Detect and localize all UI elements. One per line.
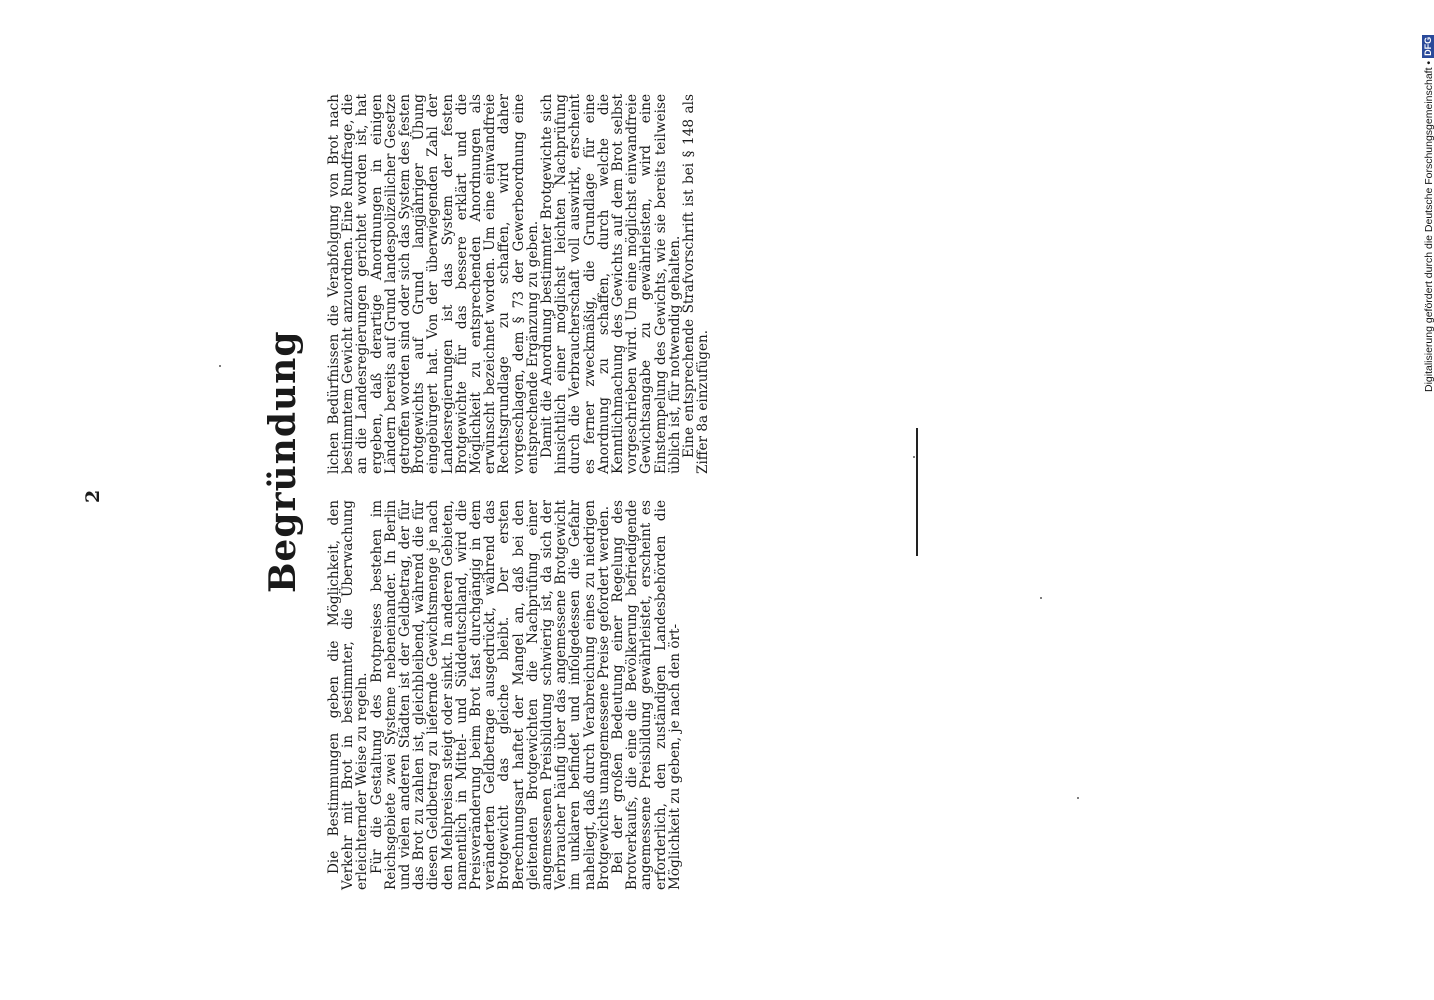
page-title: Begründung: [262, 330, 304, 593]
paragraph: Die Bestimmungen geben die Möglichkeit, den Verkehr mit Brot in bestimmter, die Überwachung erleichternder Weise zu regeln.: [326, 500, 371, 890]
paragraph: Bei der großen Bedeutung einer Regelung des Brotverkaufs, die eine die Bevölkerung befriedigende angemessene Preisbildung gewährleistet, erscheint es erforderlich, den zuständigen Landesbehörden die Möglichkeit zu geben, je nach den ört-: [610, 500, 683, 890]
paragraph: Eine entsprechende Strafvorschrift ist bei § 148 als Ziffer 8a einzufügen.: [681, 94, 712, 474]
digitization-credit: [1422, 35, 1434, 392]
dfg-logo: DFG: [1423, 36, 1433, 56]
paragraph: Damit die Anordnung bestimmter Brotgewichte sich hinsichtlich einer möglichst leichten Nachprüfung durch die Verbraucherschaft voll auswirkt, erscheint es ferner zweckmäßig, die Grundlage für eine Anordnung zu schaffen, durch welche die Kenntlichmachung des Gewichts auf dem Brot selbst vorgeschrieben wird. Um eine möglichst einwandfreie Gewichtsangabe zu gewährleisten, wird eine Einstempelung des Gewichts, wie sie bereits teilweise üblich ist, für notwendig gehalten.: [539, 94, 683, 474]
page-number: 2: [82, 489, 104, 503]
speck: [1077, 797, 1079, 799]
text-column-left: [327, 500, 682, 890]
speck: [913, 456, 915, 458]
text-column-right: [327, 94, 710, 474]
paragraph: Für die Gestaltung des Brotpreises bestehen im Reichsgebiete zwei Systeme nebeneinander. In Berlin und vielen anderen Städten ist der Geldbetrag, der für das Brot zu zahlen ist, gleichbleibend, während die für diesen Geldbetrag zu liefernde Gewichtsmenge je nach den Mehlpreisen steigt oder sinkt. In anderen Gebieten, namentlich in Mittel- und Süddeutschland, wird die Preisveränderung beim Brot fast durchgängig in dem veränderten Geldbetrage ausgedrückt, während das Brotgewicht das gleiche bleibt. Der ersten Berechnungsart haftet der Mangel an, daß bei den gleitenden Brotgewichten die Nachprüfung einer angemessenen Preisbildung schwierig ist, da sich der Verbraucher häufig über das angemessene Brotgewicht im unklaren befindet und infolgedessen die Gefahr naheliegt, daß durch Verabreichung eines zu niedrigen Brotgewichts unangemessene Preise gefordert werden.: [368, 500, 612, 890]
speck: [219, 365, 221, 367]
speck: [1040, 597, 1042, 599]
credit-text: Digitalisierung gefördert durch die Deutsche Forschungsgemeinschaft •: [1422, 60, 1434, 392]
separator-rule: [916, 428, 918, 556]
paragraph: lichen Bedürfnissen die Verabfolgung von Brot nach bestimmtem Gewicht anzuordnen. Eine Rundfrage, die an die Landesregierungen gerichtet worden ist, hat ergeben, daß derartige Anordnungen in einigen Ländern bereits auf Grund landespolizeilicher Gesetze getroffen worden sind oder sich das System des festen Brotgewichts auf Grund langjähriger Übung eingebürgert hat. Von der überwiegenden Zahl der Landesregierungen ist das System der festen Brotgewichte für das bessere erklärt und die Möglichkeit zu entsprechenden Anordnungen als erwünscht bezeichnet worden. Um eine einwandfreie Rechtsgrundlage zu schaffen, wird daher vorgeschlagen, dem § 73 der Gewerbeordnung eine entsprechende Ergänzung zu geben.: [326, 94, 541, 474]
